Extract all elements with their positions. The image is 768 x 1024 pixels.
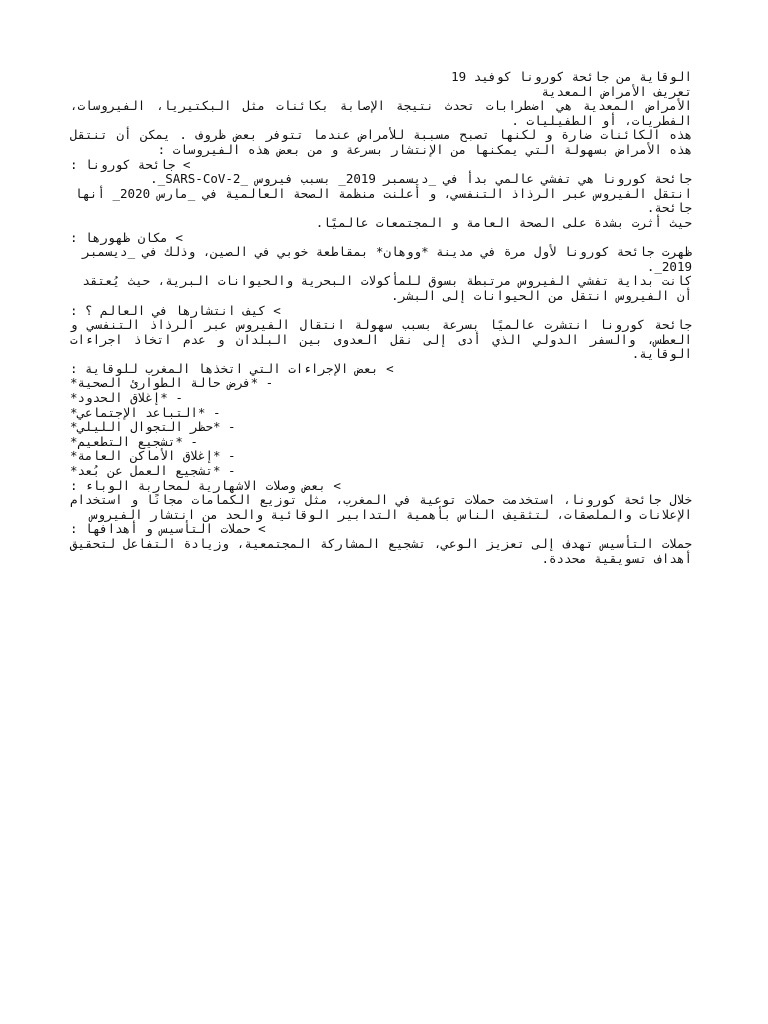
definition-paragraph-2: هذه الكائنات ضارة و لكنها تصبح مسببة للأمراض عندما تتوفر بعض ظروف . يمكن أن تنتقل هذه الأمراض بسهولة التي يمكنها من الإنتشار بسرعة و من بعض هذه الفيروسات : bbox=[62, 127, 692, 157]
measure-item: - *إغلاق الأماكن العامة* bbox=[70, 448, 236, 464]
covid-paragraph-1: جائحة كورونا هي تفشي عالمي بدأ في _ديسمبر 2019_ بسبب فيروس _SARS-CoV-2_. bbox=[150, 171, 692, 187]
origin-heading: > مكان ظهورها : bbox=[70, 229, 183, 245]
measure-item: - *تشجيع التطعيم* bbox=[70, 433, 198, 449]
definition-paragraph-1: الأمراض المعدية هي اضطرابات تحدث نتيجة الإصابة بكائنات مثل البكتيريا، الفيروسات، الفطريات، أو الطفيليات . bbox=[62, 98, 692, 128]
measure-item: - *حظر التجوال الليلي* bbox=[70, 419, 236, 435]
campaigns-heading: > حملات التأسيس و أهدافها : bbox=[70, 521, 266, 537]
covid-heading: > جائحة كورونا : bbox=[70, 156, 191, 172]
origin-paragraph-1: ظهرت جائحة كورونا لأول مرة في مدينة *ووهان* بمقاطعة خوبي في الصين، وذلك في _ديسمبر 2019_. bbox=[74, 244, 692, 274]
covid-paragraph-3: حيث أثرت بشدة على الصحة العامة و المجتمعات عالميًا. bbox=[315, 214, 692, 230]
ads-heading: > بعض وصلات الاشهارية لمحاربة الوباء : bbox=[70, 477, 341, 493]
measure-item: - *تشجيع العمل عن بُعد* bbox=[70, 463, 236, 479]
measure-item: - *إغلاق الحدود* bbox=[70, 390, 183, 406]
ads-paragraph-1: خلال جائحة كورونا، استخدمت حملات توعية في المغرب، مثل توزيع الكمامات مجانًا و استخدام الإعلانات والملصقات، لتثقيف الناس بأهمية التدابير الوقائية والحد من انتشار الفيروس bbox=[62, 492, 692, 522]
origin-paragraph-2: كانت بداية تفشي الفيروس مرتبطة بسوق للمأكولات البحرية والحيوانات البرية، حيث يُعتقد أن الفيروس انتقل من الحيوانات إلى البشر. bbox=[74, 273, 692, 303]
measure-item: - *فرض حالة الطوارئ الصحية* bbox=[70, 375, 274, 391]
document-body bbox=[62, 69, 692, 566]
campaigns-paragraph-1: حملات التأسيس تهدف إلى تعزيز الوعي، تشجيع المشاركة المجتمعية، وزيادة التفاعل لتحقيق أهداف تسويقية محددة. bbox=[62, 536, 692, 566]
measures-heading: > بعض الإجراءات التي اتخذها المغرب للوقاية : bbox=[70, 360, 394, 376]
spread-paragraph-1: جائحة كورونا انتشرت عالميًا بسرعة بسبب سهولة انتقال الفيروس عبر الرذاذ التنفسي و العطس، والسفر الدولي الذي أدى إلى نقل العدوى بين البلدان و عدم اتخاذ اجراءات الوقاية. bbox=[62, 317, 692, 362]
covid-paragraph-2: انتقل الفيروس عبر الرذاذ التنفسي، و أعلنت منظمة الصحة العالمية في _مارس 2020_ أنها جائحة. bbox=[67, 185, 692, 216]
definition-heading: تعريف الأمراض المعدية bbox=[541, 83, 692, 99]
measure-item: - *التباعد الإجتماعي* bbox=[70, 404, 221, 420]
document-title: الوقاية من جائحة كورونا كوفيد 19 bbox=[451, 69, 692, 84]
spread-heading: > كيف انتشارها في العالم ؟ : bbox=[70, 302, 281, 318]
